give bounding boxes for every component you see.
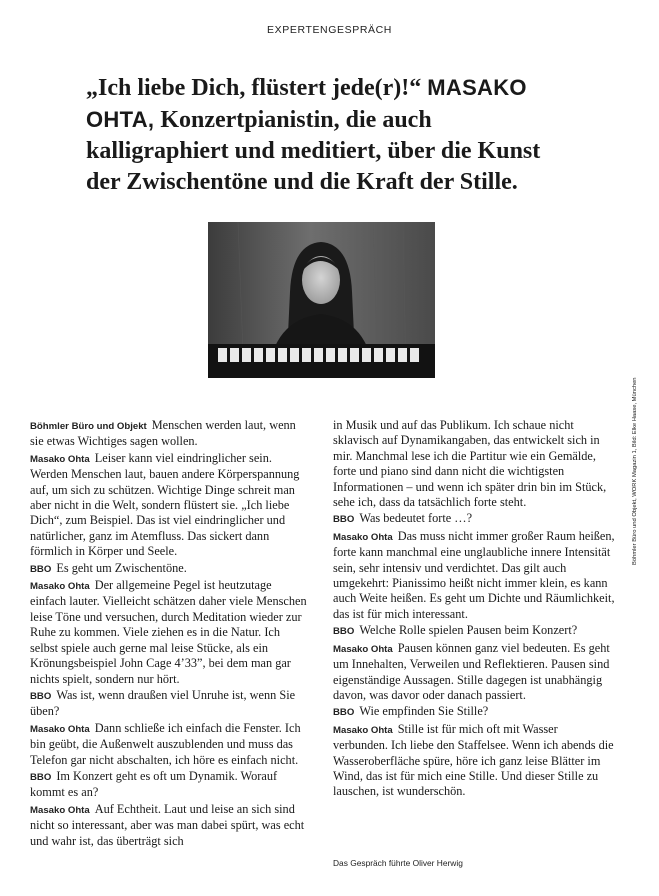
portrait-image [208,222,435,378]
portrait-photo [208,222,435,378]
headline-quote: „Ich liebe Dich, flüstert jede(r)!“ [86,75,428,101]
speaker-label: BBO [333,707,355,719]
speaker-label: BBO [30,690,52,702]
entry-text: Dann schließe ich einfach die Fenster. Ich bin geübt, die Außenwelt auszublenden und muss das Telefon gar nicht abschalten, ich höre es einfach nicht. [30,720,301,767]
entry-text: Das muss nicht immer großer Raum heißen, forte kann manchmal eine unglaubliche innere Intensität sein, sehr intensiv und verdichtet. Das gilt auch umgekehrt: Pianissimo heißt nicht immer klein, es kann auch Weite heißen. Es geht um Dichte und Räumlichkeit, das ist für mich interessant. [333,528,615,621]
entry-text: Was ist, wenn draußen viel Unruhe ist, wenn Sie üben? [30,687,296,719]
interview-entry [333,418,615,510]
speaker-label: BBO [30,771,52,783]
photo-credit-text: Böhmler Büro und Objekt, WORK Magazin 1, Bild: Elke Haase, München [632,377,638,565]
interview-entry [333,511,615,527]
interview-column-left [30,418,307,850]
entry-text: Pausen können ganz viel bedeuten. Es geht um Innehalten, Verweilen und Reflektieren. Pausen sind eigenständige Aussagen. Stille dagegen ist unabhängig davon, was davor oder danach passiert. [333,640,610,702]
entry-text: Stille ist für mich oft mit Wasser verbunden. Ich liebe den Staffelsee. Wenn ich abends die Wasseroberfläche spüre, höre ich ganz leise Blätter im Wind, das ist für mich eine Stille. Und dieser Stille zu lauschen, ist wunderschön. [333,721,614,799]
speaker-label: Masako Ohta [333,531,393,543]
headline-name: MASAKO OHTA, [86,75,527,132]
headline [86,72,566,198]
interview-entry [30,769,307,801]
interview-entry [333,529,615,622]
interview-entry [30,802,307,849]
interview-entry [30,451,307,560]
section-kicker: EXPERTENGESPRÄCH [267,24,392,36]
headline-rest: Konzertpianistin, die auch kalligraphiert und meditiert, über die Kunst der Zwischentöne und die Kraft der Stille. [86,107,541,195]
speaker-label: Masako Ohta [333,643,393,655]
interview-entry [30,578,307,687]
interviewer-signoff: Das Gespräch führte Oliver Herwig [333,858,463,868]
entry-text: Menschen werden laut, wenn sie etwas Wichtiges sagen wollen. [30,418,296,449]
entry-text: Was bedeutet forte …? [359,511,473,526]
speaker-label: Masako Ohta [30,804,90,816]
entry-text: Welche Rolle spielen Pausen beim Konzert? [359,623,578,638]
interview-column-right [333,418,615,801]
entry-text: Es geht um Zwischentöne. [56,560,187,575]
entry-text: in Musik und auf das Publikum. Ich schaue nicht sklavisch auf Dynamikangaben, das entwickelt sich in mir. Manchmal lese ich die Partitur wie ein Gemälde, forte und piano sind dann nicht die wichtigsten Informationen – und wenn ich später drin bin im Stück, sehe ich, dass da tatsächlich forte steht. [333,418,607,510]
speaker-label: BBO [30,563,52,575]
entry-text: Im Konzert geht es oft um Dynamik. Worauf kommt es an? [30,768,278,800]
interview-entry [333,722,615,800]
speaker-label: Böhmler Büro und Objekt [30,421,147,432]
entry-text: Der allgemeine Pegel ist heutzutage einfach lauter. Vielleicht schätzen daher viele Menschen leise Töne und versuchen, durch Meditation wieder zur Ruhe zu kommen. Viele ziehen es in die Natur. Ich selbst spiele auch gerne mal leise Stücke, als ein Krönungsbeispiel John Cage 4’33”, bei dem man gar nichts spielt, sondern nur hört. [30,578,307,686]
interview-entry [30,561,307,577]
speaker-label: BBO [333,626,355,638]
interview-entry [30,688,307,720]
speaker-label: Masako Ohta [333,724,393,736]
speaker-label: Masako Ohta [30,723,90,735]
interview-entry [333,623,615,639]
interview-entry [333,704,615,720]
entry-text: Auf Echtheit. Laut und leise an sich sind nicht so interessant, aber was man dabei spürt, was echt und wahr ist, das überträgt sich [30,801,305,848]
photo-credit [632,335,640,565]
speaker-label: BBO [333,514,355,526]
entry-text: Leiser kann viel eindringlicher sein. Werden Menschen laut, bauen andere Körperspannung auf, um sich zu schützen. Wichtige Dinge schreit man aber nicht in die Welt, sondern flüstert sie. „Ich liebe Dich“, zum Beispiel. Das ist viel eindringlicher und natürlicher, ganz im Atemfluss. Das sickert dann förmlich in Körper und Seele. [30,450,300,559]
speaker-label: Masako Ohta [30,581,90,593]
interview-entry [333,641,615,704]
entry-text: Wie empfinden Sie Stille? [359,704,489,719]
interview-entry [30,418,307,450]
speaker-label: Masako Ohta [30,453,90,465]
interview-entry [30,721,307,768]
